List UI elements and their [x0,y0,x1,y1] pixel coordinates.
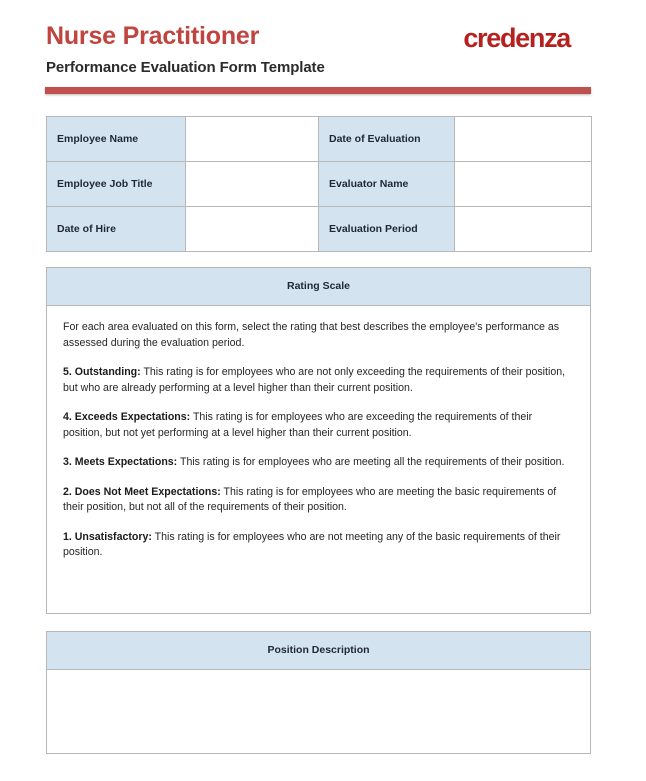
rating-item-3-text: This rating is for employees who are meeting all the requirements of their position. [177,456,565,468]
field-label-evaluation-period: Evaluation Period [319,207,455,252]
document-header [0,0,646,100]
credenza-logo: credenza [463,23,570,53]
field-label-date-of-hire: Date of Hire [47,207,186,252]
table-row [47,207,592,252]
rating-item-5 [63,365,574,396]
field-label-employee-job-title: Employee Job Title [47,162,186,207]
field-input-date-of-hire[interactable] [186,207,319,252]
rating-scale-intro: For each area evaluated on this form, select the rating that best describes the employee's performance as assessed during the evaluation period. [63,321,560,349]
rating-item-4-text: This rating is for employees who are exceeding the requirements of their position, but not yet performing at a level higher than their current position. [63,411,533,439]
rating-item-5-text: This rating is for employees who are not only exceeding the requirements of their position, but who are already performing at a level higher than their current position. [63,366,566,394]
rating-scale-heading: Rating Scale [47,268,590,306]
field-input-evaluator-name[interactable] [455,162,592,207]
position-description-input[interactable] [47,670,590,754]
rating-item-2 [63,485,574,516]
field-input-date-of-evaluation[interactable] [455,117,592,162]
page-title: Nurse Practitioner [46,22,260,50]
header-divider [45,87,591,94]
rating-item-1 [63,530,574,561]
field-label-employee-name: Employee Name [47,117,186,162]
rating-item-3-label: 3. Meets Expectations: [63,456,178,468]
field-input-evaluation-period[interactable] [455,207,592,252]
rating-item-1-text: This rating is for employees who are not meeting any of the basic requirements of their position. [63,530,561,558]
table-row [47,162,592,207]
table-row [47,117,592,162]
rating-scale-body [47,306,590,571]
field-label-date-of-evaluation: Date of Evaluation [319,117,455,162]
rating-item-3 [63,455,574,471]
rating-item-1-label: 1. Unsatisfactory: [63,530,152,543]
field-input-employee-name[interactable] [186,117,319,162]
rating-item-2-label: 2. Does Not Meet Expectations: [63,485,221,498]
rating-item-5-label: 5. Outstanding: [63,366,141,378]
rating-scale-section [46,267,591,614]
page-subtitle: Performance Evaluation Form Template [46,59,325,76]
position-description-heading: Position Description [47,632,590,670]
field-input-employee-job-title[interactable] [186,162,319,207]
field-label-evaluator-name: Evaluator Name [319,162,455,207]
rating-item-4-label: 4. Exceeds Expectations: [63,411,191,423]
rating-item-4 [63,410,574,441]
employee-info-table [46,116,592,252]
rating-item-2-text: This rating is for employees who are meeting the basic requirements of their position, but not all of the requirements of their position. [63,485,557,513]
position-description-section [46,631,591,754]
